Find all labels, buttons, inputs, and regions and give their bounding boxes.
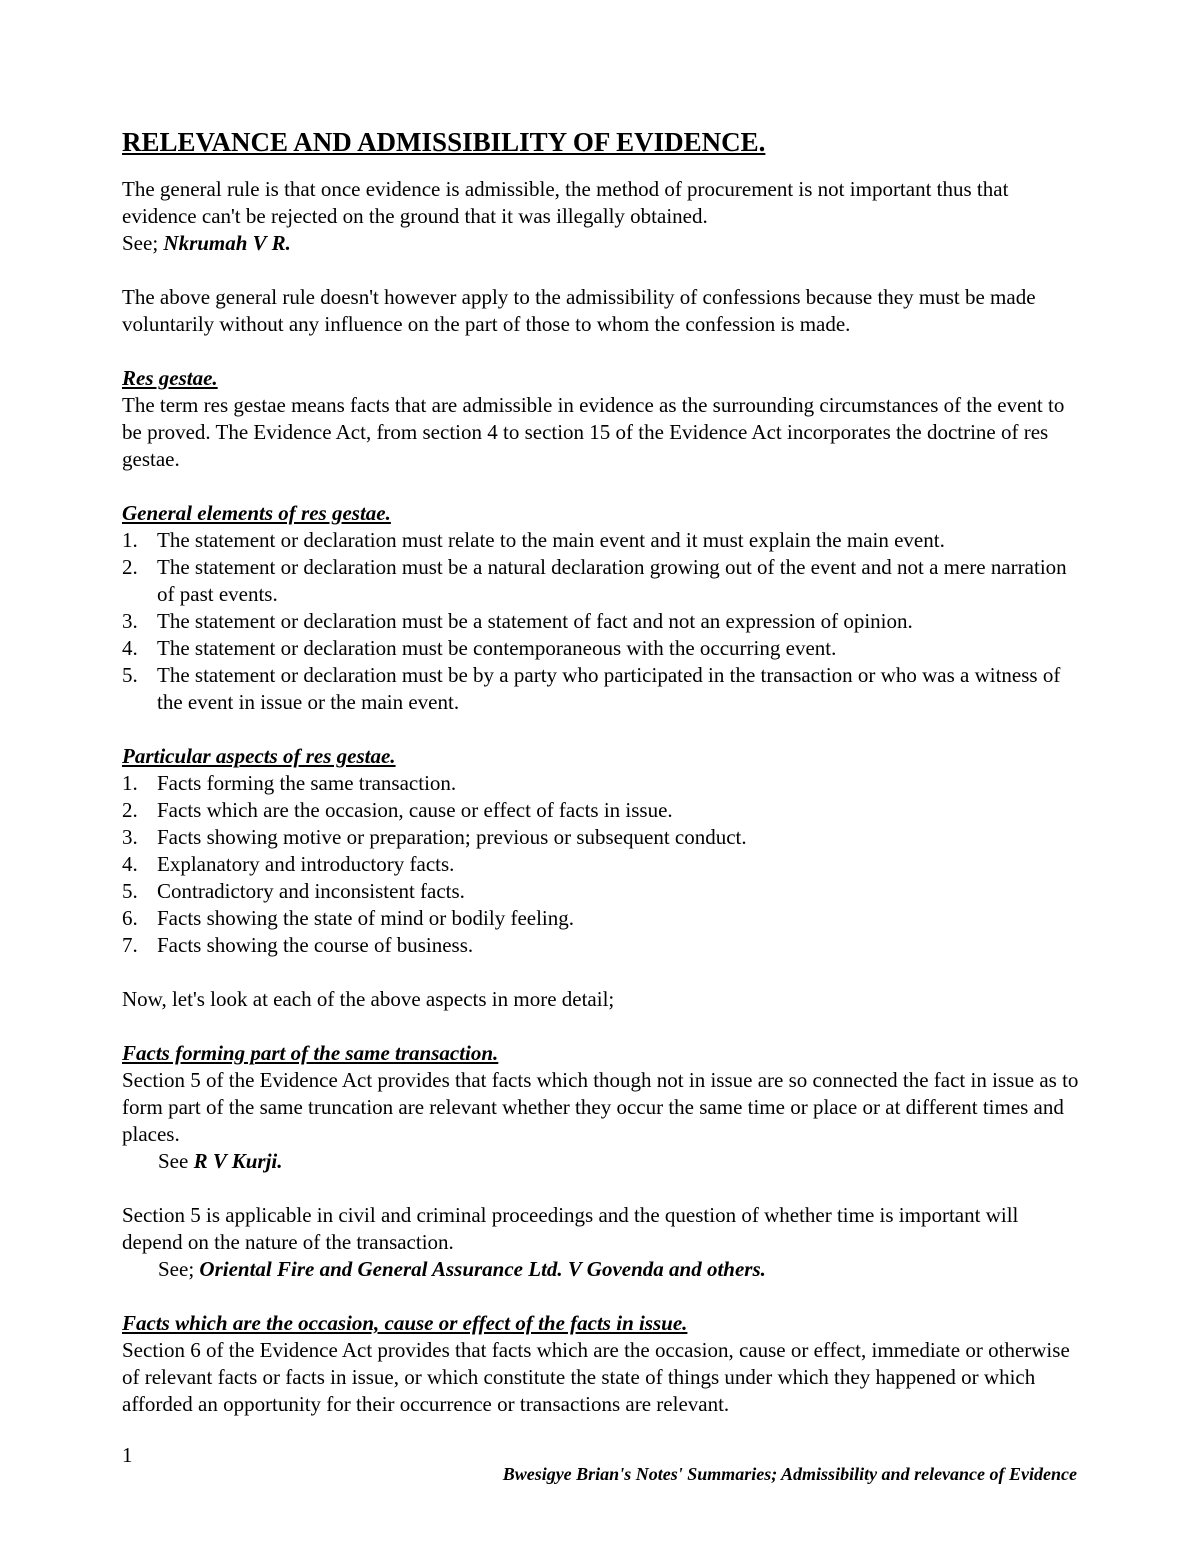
section-5-applicability-paragraph: Section 5 is applicable in civil and criminal proceedings and the question of whether time is important will depend on the nature of the transaction. [122,1203,1019,1254]
list-text: Facts showing the state of mind or bodily feeling. [157,906,575,930]
list-text: The statement or declaration must be a statement of fact and not an expression of opinion. [157,609,913,633]
list-number: 5. [122,879,138,903]
document-title: RELEVANCE AND ADMISSIBILITY OF EVIDENCE. [122,127,766,157]
list-text: Facts forming the same transaction. [157,771,457,795]
list-text: The statement or declaration must be a natural declaration growing out of the event and not a mere narration of past events. [157,555,1067,606]
list-text: Facts which are the occasion, cause or effect of facts in issue. [157,798,673,822]
list-number: 4. [122,636,138,660]
list-number: 1. [122,528,138,552]
list-text: Facts showing the course of business. [157,933,474,957]
list-text: The statement or declaration must relate to the main event and it must explain the main event. [157,528,945,552]
list-number: 2. [122,555,138,579]
list-item [122,851,1082,878]
list-item [122,878,1082,905]
list-number: 5. [122,663,138,687]
list-number: 3. [122,609,138,633]
particular-aspects-list [122,770,1082,959]
res-gestae-heading: Res gestae. [122,366,218,390]
see-kurji-line [122,1148,1082,1175]
list-number: 1. [122,771,138,795]
list-item [122,554,1082,608]
confessions-paragraph: The above general rule doesn't however apply to the admissibility of confessions because they must be made voluntarily without any influence on the part of those to whom the confession is made. [122,285,1036,336]
list-text: Facts showing motive or preparation; previous or subsequent conduct. [157,825,747,849]
same-transaction-heading: Facts forming part of the same transaction. [122,1041,499,1065]
case-citation: Nkrumah V R. [163,231,291,255]
list-item [122,824,1082,851]
list-number: 3. [122,825,138,849]
list-text: Explanatory and introductory facts. [157,852,455,876]
list-item [122,905,1082,932]
list-item [122,770,1082,797]
case-citation: Oriental Fire and General Assurance Ltd. V Govenda and others. [199,1257,766,1281]
res-gestae-paragraph: The term res gestae means facts that are admissible in evidence as the surrounding circumstances of the event to be proved. The Evidence Act, from section 4 to section 15 of the Evidence Act incorporates the doctrine of res gestae. [122,393,1065,471]
document-body [122,126,1082,1418]
list-number: 6. [122,906,138,930]
list-text: Contradictory and inconsistent facts. [157,879,465,903]
intro-paragraph: The general rule is that once evidence is admissible, the method of procurement is not important thus that evidence can't be rejected on the ground that it was illegally obtained. [122,177,1009,228]
occasion-cause-heading: Facts which are the occasion, cause or effect of the facts in issue. [122,1311,688,1335]
section-6-paragraph: Section 6 of the Evidence Act provides that facts which are the occasion, cause or effect, immediate or otherwise of relevant facts or facts in issue, or which constitute the state of things under which they happened or which afforded an opportunity for their occurrence or transactions are relevant. [122,1338,1070,1416]
list-item [122,608,1082,635]
list-item [122,662,1082,716]
section-5-paragraph: Section 5 of the Evidence Act provides that facts which though not in issue are so connected the fact in issue as to form part of the same truncation are relevant whether they occur the same time or place or at different times and places. [122,1068,1079,1146]
list-number: 7. [122,933,138,957]
list-number: 2. [122,798,138,822]
see-prefix: See; [158,1257,200,1281]
list-text: The statement or declaration must be contemporaneous with the occurring event. [157,636,837,660]
see-oriental-fire-line [122,1256,1082,1283]
see-prefix: See; [122,231,164,255]
particular-aspects-heading: Particular aspects of res gestae. [122,744,396,768]
list-text: The statement or declaration must be by a party who participated in the transaction or who was a witness of the event in issue or the main event. [157,663,1061,714]
general-elements-heading: General elements of res gestae. [122,501,391,525]
list-item [122,635,1082,662]
list-item [122,932,1082,959]
list-item [122,527,1082,554]
see-prefix: See [158,1149,194,1173]
intro-see-line [122,230,1082,257]
general-elements-list [122,527,1082,716]
case-citation: R V Kurji. [193,1149,283,1173]
transition-paragraph: Now, let's look at each of the above aspects in more detail; [122,987,615,1011]
page-footer: Bwesigye Brian's Notes' Summaries; Admissibility and relevance of Evidence [502,1464,1077,1484]
list-number: 4. [122,852,138,876]
list-item [122,797,1082,824]
page-number: 1 [122,1443,133,1467]
